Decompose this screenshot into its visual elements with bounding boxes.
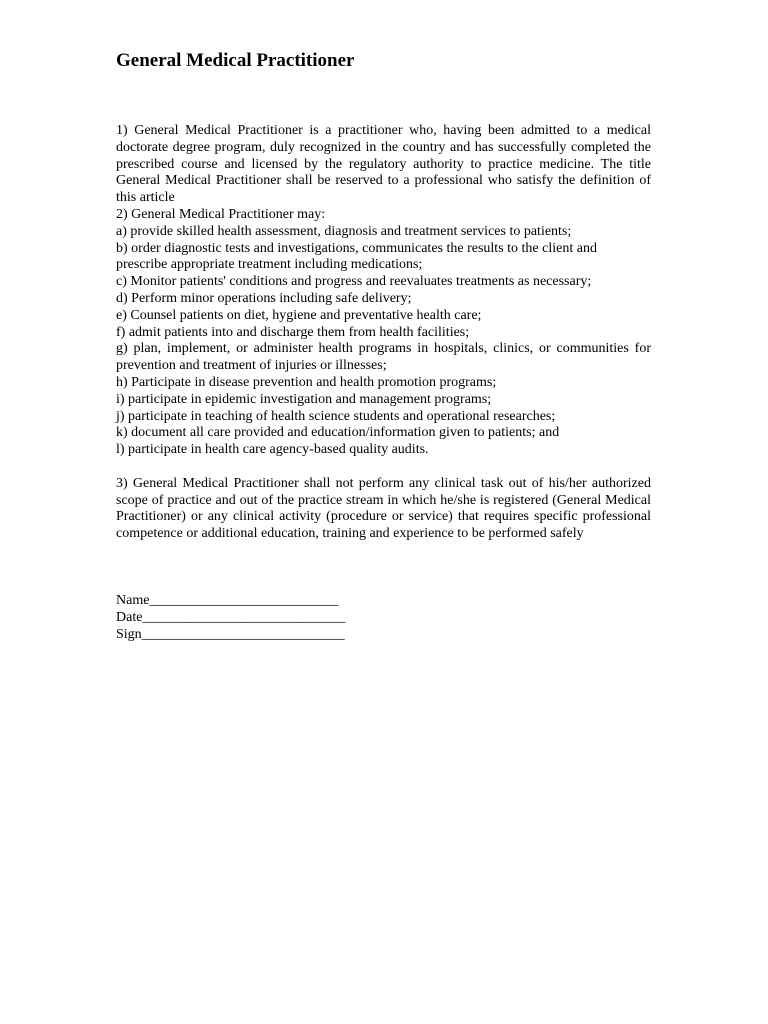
name-field: Name___________________________ <box>116 592 339 608</box>
date-field: Date_____________________________ <box>116 609 346 625</box>
list-item: e) Counsel patients on diet, hygiene and preventative health care; <box>116 307 482 323</box>
list-item: d) Perform minor operations including safe delivery; <box>116 290 412 306</box>
list-item: f) admit patients into and discharge them from health facilities; <box>116 324 470 340</box>
document-title: General Medical Practitioner <box>116 50 355 71</box>
paragraph-duties-heading: 2) General Medical Practitioner may: <box>116 206 326 222</box>
sign-field: Sign_____________________________ <box>116 626 345 642</box>
list-item: k) document all care provided and education/information given to patients; and <box>116 425 560 441</box>
list-item: i) participate in epidemic investigation and management programs; <box>116 391 492 407</box>
list-item: b) order diagnostic tests and investigations, communicates the results to the client and prescribe appropriate treatment including medications; <box>116 240 597 273</box>
list-item: a) provide skilled health assessment, diagnosis and treatment services to patients; <box>116 223 572 239</box>
duties-list <box>116 224 651 459</box>
list-item: l) participate in health care agency-based quality audits. <box>116 442 429 458</box>
document-body <box>116 123 651 643</box>
document-page <box>116 49 651 643</box>
list-item: h) Participate in disease prevention and health promotion programs; <box>116 374 497 390</box>
list-item: j) participate in teaching of health science students and operational researches; <box>116 408 556 424</box>
paragraph-scope-restriction: 3) General Medical Practitioner shall not perform any clinical task out of his/her authorized scope of practice and out of the practice stream in which he/she is registered (General Medical Practitioner) or any clinical activity (procedure or service) that requires specific professional competence or additional education, training and experience to be performed safely <box>116 475 651 542</box>
paragraph-definition: 1) General Medical Practitioner is a practitioner who, having been admitted to a medical doctorate degree program, duly recognized in the country and has successfully completed the prescribed course and licensed by the regulatory authority to practice medicine. The title General Medical Practitioner shall be reserved to a professional who satisfy the definition of this article <box>116 123 651 206</box>
signature-block <box>116 593 651 643</box>
list-item: g) plan, implement, or administer health programs in hospitals, clinics, or communities for prevention and treatment of injuries or illnesses; <box>116 341 651 374</box>
list-item: c) Monitor patients' conditions and progress and reevaluates treatments as necessary; <box>116 274 592 290</box>
